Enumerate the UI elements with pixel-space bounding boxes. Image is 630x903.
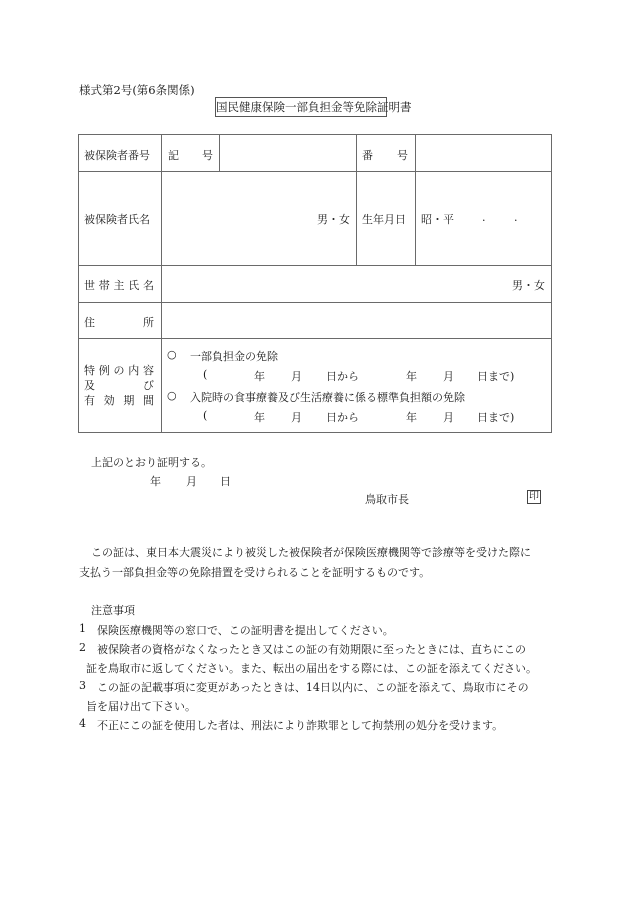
label-char: 内 <box>128 364 140 377</box>
table-row-divider <box>78 338 552 339</box>
symbol-value-field[interactable] <box>221 136 354 170</box>
exemption-label-line3 <box>84 392 154 408</box>
period-start-month[interactable]: 月 <box>291 411 302 424</box>
notes-heading: 注意事項 <box>91 604 135 617</box>
address-label <box>84 314 154 330</box>
insured-number-label: 被保険者番号 <box>84 149 150 162</box>
note-number: 2 <box>79 641 86 654</box>
table-row-divider <box>78 302 552 303</box>
note-text: 不正にこの証を使用した者は、刑法により詐欺罪として拘禁刑の処分を受けます。 <box>97 719 504 732</box>
label-char: 間 <box>142 394 154 407</box>
label-char: 有 <box>84 394 95 407</box>
note-text-continued: 証を鳥取市に返してください。また、転出の届出をする際には、この証を添えてください。 <box>86 662 537 675</box>
birth-date-label: 生年月日 <box>362 213 406 226</box>
cert-date-year[interactable]: 年 <box>150 475 161 488</box>
birth-date-separator: . <box>514 211 518 224</box>
option-checkbox-meal-cost[interactable]: ○ <box>167 389 177 402</box>
number-label <box>362 147 408 163</box>
period-open: ( <box>203 368 208 381</box>
table-border-top <box>78 134 552 135</box>
note-text: この証の記載事項に変更があったときは、14日以内に、この証を添えて、鳥取市にその <box>97 681 529 694</box>
table-border-right <box>551 134 552 433</box>
table-border-bottom <box>78 432 552 433</box>
table-border-left <box>78 134 79 433</box>
birth-date-separator: . <box>482 211 486 224</box>
address-field[interactable] <box>163 304 549 336</box>
label-char: 住 <box>84 316 95 329</box>
body-text-line: この証は、東日本大震災により被災した被保険者が保険医療機関等で診療等を受けた際に <box>91 546 531 559</box>
head-of-household-label <box>84 277 154 293</box>
option-checkbox-copayment[interactable]: ○ <box>167 348 177 361</box>
cert-date-day[interactable]: 日 <box>220 475 231 488</box>
certification-statement: 上記のとおり証明する。 <box>91 456 212 469</box>
label-char: 所 <box>143 316 154 329</box>
period-end-year[interactable]: 年 <box>406 370 417 383</box>
period-end-year[interactable]: 年 <box>406 411 417 424</box>
label-char: 帯 <box>98 279 110 292</box>
note-number: 4 <box>79 717 86 730</box>
symbol-label-char: 号 <box>202 149 213 162</box>
number-value-field[interactable] <box>417 136 549 170</box>
number-label-char: 番 <box>362 149 373 162</box>
label-char: 世 <box>84 279 95 292</box>
note-text-continued: 旨を届け出て下さい。 <box>86 700 196 713</box>
label-char: 例 <box>98 364 110 377</box>
note-text: 被保険者の資格がなくなったとき又はこの証の有効期限に至ったときには、直ちにこの <box>97 643 526 656</box>
symbol-column-divider <box>219 134 220 172</box>
period-start-day[interactable]: 日から <box>326 411 359 424</box>
document-title: 国民健康保険一部負担金等免除証明書 <box>215 97 387 117</box>
cert-date-month[interactable]: 月 <box>186 475 197 488</box>
option-label-meal-cost: 入院時の食事療養及び生活療養に係る標準負担額の免除 <box>190 391 465 404</box>
period-end-month[interactable]: 月 <box>443 370 454 383</box>
period-start-month[interactable]: 月 <box>291 370 302 383</box>
label-char: び <box>143 379 154 392</box>
note-text: 保険医療機関等の窓口で、この証明書を提出してください。 <box>97 624 394 637</box>
period-open: ( <box>203 409 208 422</box>
insured-sex-option[interactable]: 男・女 <box>317 213 350 226</box>
number-label-char: 号 <box>397 149 408 162</box>
option-label-copayment: 一部負担金の免除 <box>190 350 278 363</box>
period-start-year[interactable]: 年 <box>254 411 265 424</box>
period-end-month[interactable]: 月 <box>443 411 454 424</box>
seal-stamp-icon: 印 <box>529 491 539 502</box>
label-char: の <box>113 364 125 377</box>
table-row-divider <box>78 265 552 266</box>
label-char: 容 <box>143 364 154 377</box>
period-start-day[interactable]: 日から <box>326 370 359 383</box>
period-end-day[interactable]: 日まで) <box>477 370 515 383</box>
head-of-household-field[interactable] <box>163 267 503 300</box>
label-char: 特 <box>84 364 95 377</box>
label-char: 期 <box>123 394 135 407</box>
period-start-year[interactable]: 年 <box>254 370 265 383</box>
table-label-column-divider <box>161 134 162 433</box>
body-text-line: 支払う一部負担金等の免除措置を受けられることを証明するものです。 <box>79 566 431 579</box>
exemption-label-line1 <box>84 362 154 378</box>
form-number: 様式第2号(第6条関係) <box>79 83 195 97</box>
issuer-name: 鳥取市長 <box>365 493 409 506</box>
insured-name-field[interactable] <box>163 173 313 263</box>
period-end-day[interactable]: 日まで) <box>477 411 515 424</box>
note-number: 3 <box>79 679 86 692</box>
label-char: 氏 <box>128 279 140 292</box>
number-value-divider <box>415 134 416 266</box>
label-char: 主 <box>113 279 125 292</box>
symbol-label-char: 記 <box>168 149 179 162</box>
table-row-divider <box>78 171 552 172</box>
label-char: 効 <box>103 394 115 407</box>
note-number: 1 <box>79 622 86 635</box>
exemption-label-line2 <box>84 377 154 393</box>
label-char: 名 <box>143 279 154 292</box>
head-sex-option[interactable]: 男・女 <box>512 279 545 292</box>
number-label-divider <box>356 134 357 266</box>
symbol-label <box>168 147 213 163</box>
insured-name-label: 被保険者氏名 <box>84 213 150 226</box>
label-char: 及 <box>84 379 95 392</box>
birth-date-era[interactable]: 昭・平 <box>421 213 454 226</box>
